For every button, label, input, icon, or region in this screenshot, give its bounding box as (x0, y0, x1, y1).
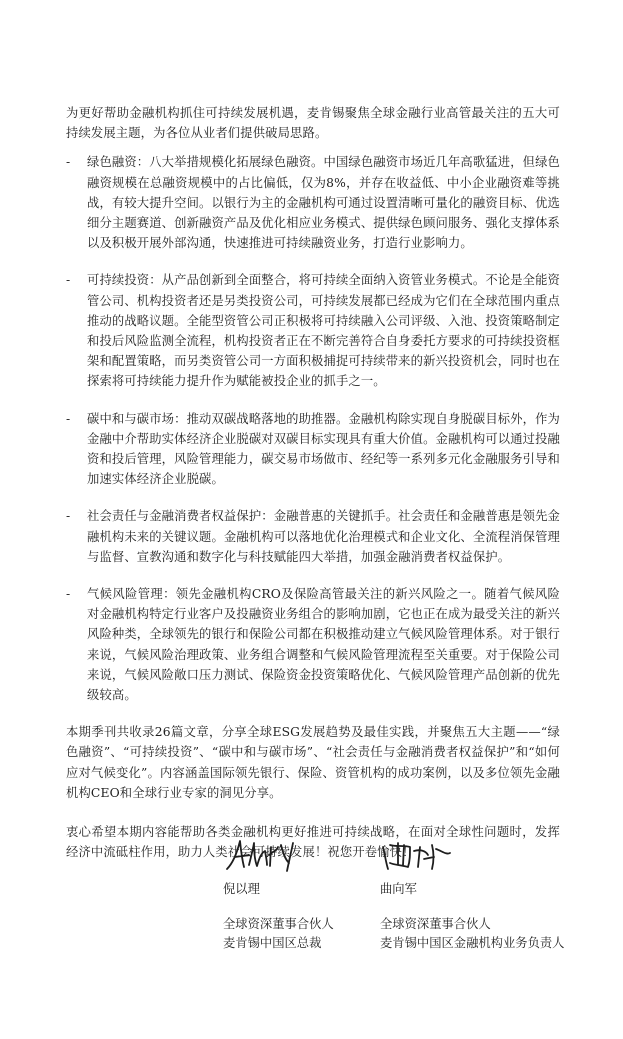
list-item-text: 碳中和与碳市场：推动双碳战略落地的助推器。金融机构除实现自身脱碳目标外，作为金融中介帮助实体经济企业脱碳对双碳目标实现具有重大价值。金融机构可以通过投融资和投后管理，风险管理能力，碳交易市场做市、经纪等一系列多元化金融服务引导和加速实体经济企业脱碳。 (87, 411, 560, 487)
signatory-title-line: 全球资深董事合伙人 (223, 917, 334, 931)
signatory-title-line: 麦肯锡中国区金融机构业务负责人 (380, 936, 565, 950)
list-item (66, 270, 560, 391)
handwritten-signature-icon (223, 833, 303, 877)
list-item-text: 气候风险管理：领先金融机构CRO及保险高管最关注的新兴风险之一。随着气候风险对金融机构特定行业客户及投融资业务组合的影响加剧，它也正在成为最受关注的新兴风险种类，全球领先的银行和保险公司都在积极推动建立气候风险管理体系。对于银行来说，气候风险治理政策、业务组合调整和气候风险管理流程至关重要。对于保险公司来说，气候风险敞口压力测试、保险资金投资策略优化、气候风险管理产品创新的优先级较高。 (87, 587, 560, 703)
summary-paragraph: 本期季刊共收录26篇文章，分享全球ESG发展趋势及最佳实践，并聚焦五大主题——“绿色融资”、“可持续投资”、“碳中和与碳市场”、“社会责任与金融消费者权益保护”和“如何应对气候变化”。内容涵盖国际领先银行、保险、资管机构的成功案例，以及多位领先金融机构CEO和全球行业专家的洞见分享。 (66, 725, 560, 800)
list-item (66, 506, 560, 567)
signatory-title-line: 麦肯锡中国区总裁 (223, 936, 322, 950)
list-item-text: 可持续投资：从产品创新到全面整合，将可持续全面纳入资管业务模式。不论是全能资管公司、机构投资者还是另类投资公司，可持续发展都已经成为它们在全球范围内重点推动的战略议题。全能型资管公司正积极将可持续融入公司评级、入池、投资策略制定和投后风险监测全流程，机构投资者正在不断完善符合自身委托方要求的可持续投资框架和配置策略，而另类资管公司一方面积极捕捉可持续带来的新兴投资机会，同时也在探索将可持续能力提升作为赋能被投企业的抓手之一。 (87, 273, 560, 389)
closing-paragraph: 衷心希望本期内容能帮助各类金融机构更好推进可持续战略，在面对全球性问题时，发挥经济中流砥柱作用，助力人类社会可持续发展！祝您开卷愉快！ (66, 825, 560, 860)
list-item-text: 绿色融资：八大举措规模化拓展绿色融资。中国绿色融资市场近几年高歌猛进，但绿色融资规模在总融资规模中的占比偏低，仅为8%，并存在收益低、中小企业融资难等挑战，有较大提升空间。以银行为主的金融机构可通过设置清晰可量化的融资目标、优选细分主题赛道、创新融资产品及优化相应业务模式、提供绿色顾问服务、强化支撑体系以及积极开展外部沟通，快速推进可持续融资业务，打造行业影响力。 (87, 155, 560, 251)
bullet-dash: - (66, 587, 71, 602)
theme-list (66, 152, 560, 705)
signatory-title-line: 全球资深董事合伙人 (380, 917, 491, 931)
bullet-dash: - (66, 411, 71, 426)
signature-block (0, 833, 623, 953)
list-item (66, 409, 560, 490)
list-item (66, 584, 560, 705)
signatory-name: 倪以理 (223, 882, 260, 896)
letter-body (66, 103, 560, 863)
signatory-right (380, 833, 580, 953)
list-item (66, 152, 560, 253)
bullet-dash: - (66, 155, 71, 170)
signatory-name: 曲向军 (380, 882, 417, 896)
handwritten-signature-icon (380, 833, 460, 877)
bullet-dash: - (66, 509, 71, 524)
bullet-dash: - (66, 273, 71, 288)
list-item-text: 社会责任与金融消费者权益保护：金融普惠的关键抓手。社会责任和金融普惠是领先金融机构未来的关键议题。金融机构可以落地优化治理模式和企业文化、全流程消保管理与监督、宣教沟通和数字化与科技赋能四大举措，加强金融消费者权益保护。 (87, 509, 560, 564)
intro-paragraph: 为更好帮助金融机构抓住可持续发展机遇，麦肯锡聚焦全球金融行业高管最关注的五大可持续发展主题，为各位从业者们提供破局思路。 (66, 106, 560, 141)
signatory-title (380, 915, 580, 953)
